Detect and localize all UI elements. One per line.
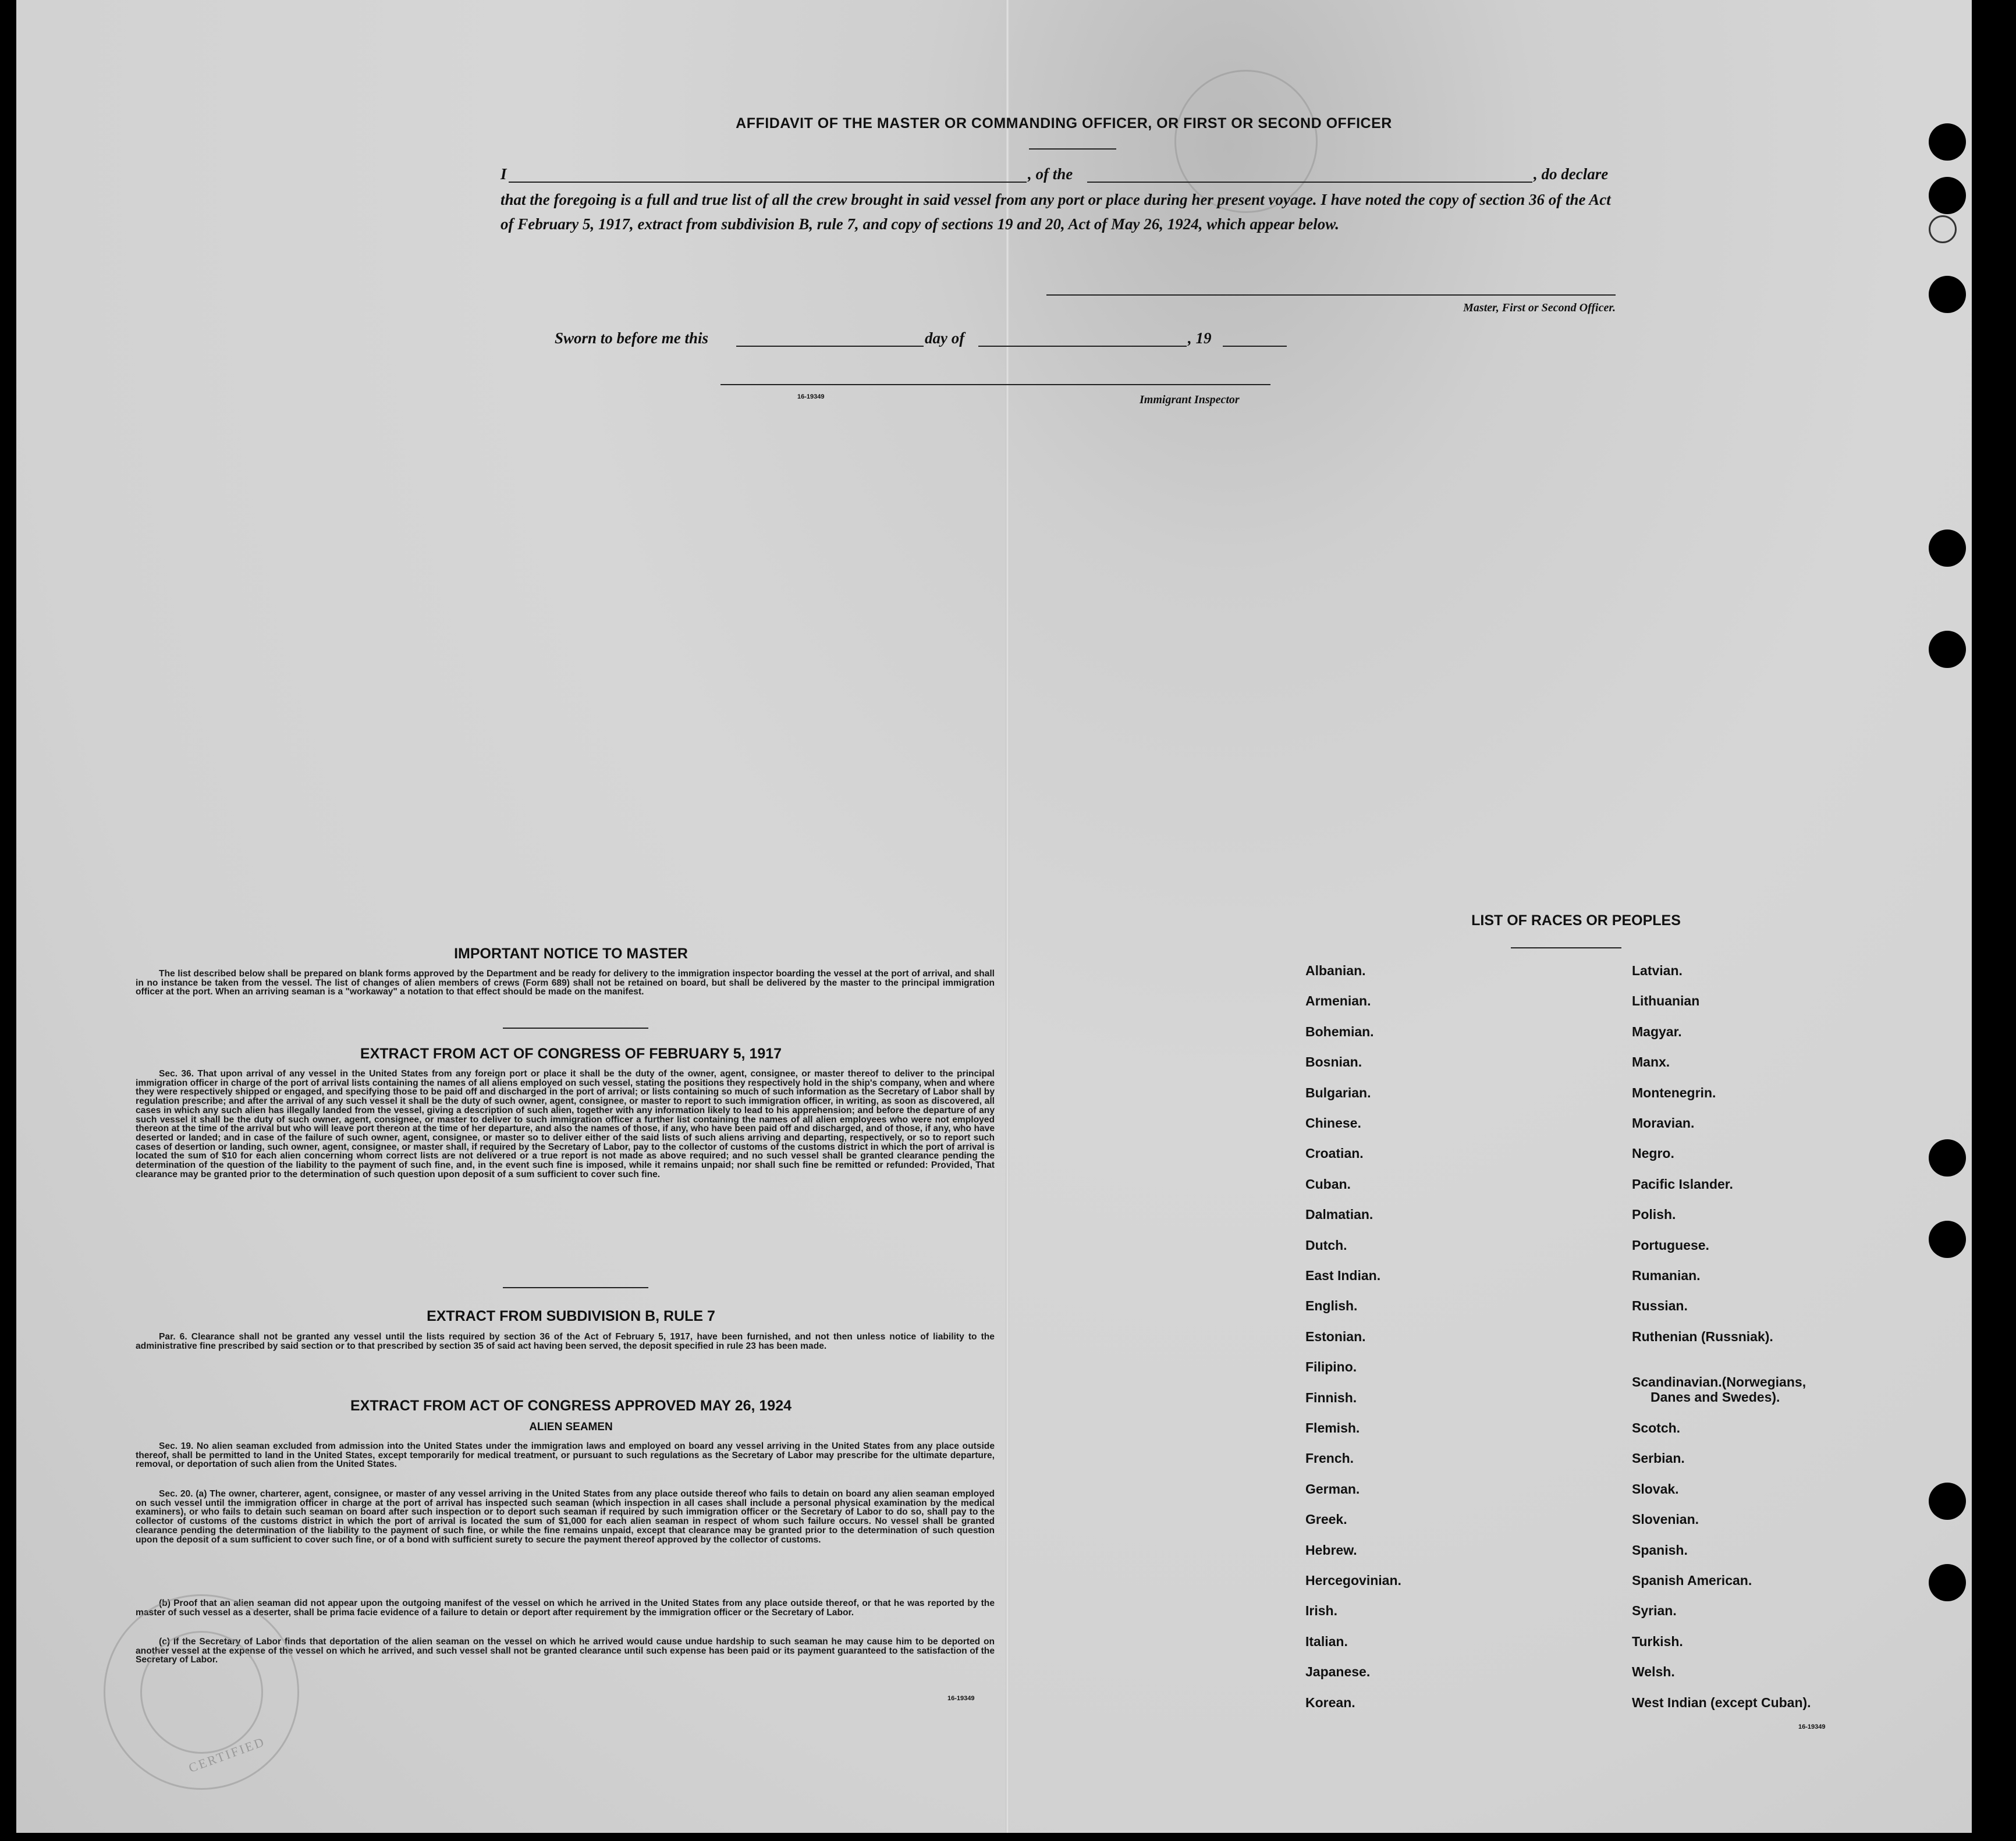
sworn-year-blank[interactable] [1223,327,1287,347]
embossed-seal-bottom [104,1594,299,1790]
binder-hole [1929,1139,1966,1177]
races-title: LIST OF RACES OR PEOPLES [1471,912,1681,929]
extract-1924-subtitle: ALIEN SEAMEN [529,1421,613,1433]
race-item: Dutch. [1305,1238,1347,1253]
extract-1924-sec20b: (b) Proof that an alien seaman did not appear upon the outgoing manifest of the vessel on which he arrived in the United States from any place outside thereof, or that he was reported by the master of such vessel as a deserter, shall be prima facie evidence of a failure to detain or deport after requirement by the immigration officer or the Secretary of Labor. [136,1598,995,1618]
name-blank[interactable] [509,163,1027,183]
binder-hole [1929,529,1966,567]
race-item: Slovak. [1632,1481,1679,1497]
race-item: Portuguese. [1632,1238,1709,1253]
extract-1917-rule [503,1287,648,1288]
race-item: Armenian. [1305,993,1371,1008]
affidavit-do-declare: , do declare [1534,165,1609,183]
notice-rule [503,1028,648,1029]
race-item: Turkish. [1632,1634,1683,1649]
race-item: Polish. [1632,1207,1676,1222]
sworn-month-blank[interactable] [978,327,1187,347]
race-item: Danes and Swedes). [1651,1389,1780,1405]
race-item: French. [1305,1451,1354,1466]
sworn-label: Sworn to before me this [555,329,709,347]
race-item: Slovenian. [1632,1512,1699,1527]
extract-rule7-body: Par. 6. Clearance shall not be granted any vessel until the lists required by section 36 of the Act of February 5, 1917, have been furnished, and not then unless notice of liability to the administrative fine prescribed by said section or to that prescribed by section 35 of said act having been served, the deposit specified in rule 23 has been made. [136,1332,995,1351]
binder-hole [1929,631,1966,668]
binder-hole [1929,1564,1966,1601]
race-item: Negro. [1632,1146,1674,1161]
affidavit-title: AFFIDAVIT OF THE MASTER OR COMMANDING OFFICER, OR FIRST OR SECOND OFFICER [736,115,1392,132]
center-fold [1006,0,1009,1833]
extract-form-number: 16-19349 [947,1695,975,1702]
race-item: Hebrew. [1305,1543,1357,1558]
binder-hole [1929,1221,1966,1258]
race-item: Japanese. [1305,1664,1371,1679]
extract-1924-sec19: Sec. 19. No alien seaman excluded from admission into the United States under the immigration laws and employed on board any vessel arriving in the United States from any place outside thereof, shall be permitted to land in the United States, except temporarily for medical treatment, or pursuant to such regulations as the Secretary of Labor may prescribe for the ultimate departure, removal, or deportation of such alien from the United States. [136,1441,995,1470]
race-item: Montenegrin. [1632,1085,1716,1100]
binder-hole [1929,177,1966,214]
race-item: Irish. [1305,1603,1337,1618]
master-signature-caption: Master, First or Second Officer. [1463,301,1616,314]
race-item: Bohemian. [1305,1024,1374,1039]
binder-hole-partial [1929,215,1957,243]
extract-1917-body: Sec. 36. That upon arrival of any vessel in the United States from any foreign port or place it shall be the duty of the owner, agent, consignee, or master thereof to deliver to the principal immigration officer in charge of the port of arrival lists containing the names of all aliens employed on such vessel, stating the positions they respectively hold in the ship's company, when and where they were respectively shipped or engaged, and specifying those to be paid off and discharged in the port of arrival; or lists containing so much of such information as the Secretary of Labor shall by regulation prescribe; and after the arrival of any such vessel it shall be the duty of such owner, agent, consignee, or master to report to such immigration officer, in writing, as soon as discovered, all cases in which any such alien has illegally landed from the vessel, giving a description of such alien, together with any information likely to lead to his apprehension; and before the departure of any such vessel it shall be the duty of such owner, agent, consignee, or master to deliver to such immigration officer a further list containing the names of all alien employees who were not employed thereon at the time of the arrival but who will leave port thereon at the time of her departure, and also the names of those, if any, who have been paid off and discharged, and of those, if any, who have deserted or landed; and in case of the failure of such owner, agent, consignee, or master so to deliver either of the said lists of such aliens arriving and departing, respectively, or so to report such cases of desertion or landing, such owner, agent, consignee, or master shall, if required by the Secretary of Labor, pay to the collector of customs of the customs district in which the port of arrival is located the sum of $10 for each alien concerning whom correct lists are not delivered or a true report is not made as above required; and no such vessel shall be granted clearance pending the determination of the question of the liability to the payment of such fine, and, in the event such fine is imposed, while it remains unpaid; nor shall such fine be remitted or refunded: Provided, That clearance may be granted prior to the determination of such question upon deposit of a sum sufficient to cover such fine. [136,1069,995,1179]
race-item: German. [1305,1481,1360,1497]
extract-1924-sec20c: (c) If the Secretary of Labor finds that deportation of the alien seaman on the vessel on which he arrived would cause undue hardship to such seaman he may cause him to be deported on another vessel at the expense of the vessel on which he arrived, and such vessel shall not be granted clearance until such expense has been paid or its payment guaranteed to the satisfaction of the Secretary of Labor. [136,1637,995,1665]
race-item: Syrian. [1632,1603,1677,1618]
extract-1917-title: EXTRACT FROM ACT OF CONGRESS OF FEBRUARY 5, 1917 [360,1046,782,1062]
race-item: Cuban. [1305,1177,1351,1192]
affidavit-declaration-line [501,162,1630,187]
affidavit-title-rule [1029,148,1116,150]
race-item: Filipino. [1305,1359,1357,1374]
race-item: Scotch. [1632,1420,1681,1435]
seal-text: CERTIFIED [186,1734,268,1775]
binder-hole [1929,1483,1966,1520]
race-item: Albanian. [1305,963,1366,978]
race-item: Flemish. [1305,1420,1360,1435]
sworn-line [555,326,1288,351]
race-item: Italian. [1305,1634,1348,1649]
race-item: Bosnian. [1305,1054,1362,1069]
affidavit-form-number: 16-19349 [797,393,825,400]
extract-rule7-title: EXTRACT FROM SUBDIVISION B, RULE 7 [427,1308,715,1324]
notice-title: IMPORTANT NOTICE TO MASTER [454,946,688,962]
race-item: Moravian. [1632,1115,1695,1131]
binder-hole [1929,123,1966,161]
race-item: Chinese. [1305,1115,1361,1131]
extract-1924-sec20a: Sec. 20. (a) The owner, charterer, agent, consignee, or master of any vessel arriving in the United States from any place outside thereof who fails to detain on board any alien seaman employed on such vessel until the immigration officer in charge at the port of arrival has inspected such seaman (which inspection in all cases shall include a personal physical examination by the medical examiners), or who fails to detain such seaman on board after such inspection or to deport such seaman if required by such immigration officer or the Secretary of Labor to do so, shall pay to the collector of customs of the customs district in which the port of arrival is located the sum of $1,000 for each alien seaman in respect of whom such failure occurs. No vessel shall be granted clearance pending the determination of the liability to the payment of such fine, or while the fine remains unpaid, except that clearance may be granted prior to the determination of such question upon the deposit of a sum sufficient to cover such fine, or of a bond with sufficient surety to secure the payment thereof approved by the collector of customs. [136,1489,995,1545]
race-item: Ruthenian (Russniak). [1632,1329,1773,1344]
race-item: Serbian. [1632,1451,1685,1466]
sworn-day-blank[interactable] [736,327,924,347]
race-item: Croatian. [1305,1146,1364,1161]
year-prefix: , 19 [1188,329,1212,347]
race-item: Bulgarian. [1305,1085,1371,1100]
affidavit-of-the: , of the [1028,165,1073,183]
race-item: Lithuanian [1632,993,1700,1008]
inspector-signature-line[interactable] [720,384,1270,385]
race-item: Scandinavian.(Norwegians, [1632,1374,1806,1389]
affidavit-body: that the foregoing is a full and true list of all the crew brought in said vessel from any port or place during her present voyage. I have noted the copy of section 36 of the Act of February 5, 1917, extract from subdivision B, rule 7, and copy of sections 19 and 20, Act of May 26, 1924, which appear below. [501,191,1611,233]
notice-body: The list described below shall be prepared on blank forms approved by the Department and be ready for delivery to the immigration inspector boarding the vessel at the port of arrival, and shall in no instance be taken from the vessel. The list of changes of alien members of crews (Form 689) shall not be retained on board, but shall be delivered by the master to the principal immigration officer at the port. When an arriving seaman is a "workaway" a notation to that effect should be made on the manifest. [136,969,995,997]
races-title-rule [1511,947,1621,948]
race-item: Magyar. [1632,1024,1682,1039]
race-item: English. [1305,1298,1358,1313]
master-signature-line[interactable] [1046,294,1616,296]
vessel-blank[interactable] [1087,163,1532,183]
extract-1924-title: EXTRACT FROM ACT OF CONGRESS APPROVED MAY 26, 1924 [350,1398,792,1414]
race-item: Hercegovinian. [1305,1573,1401,1588]
affidavit-i-label: I [501,165,507,183]
day-of-label: day of [925,329,965,347]
binder-hole [1929,276,1966,313]
race-item: Korean. [1305,1695,1355,1710]
race-item: Welsh. [1632,1664,1675,1679]
race-item: Latvian. [1632,963,1683,978]
race-item: Pacific Islander. [1632,1177,1733,1192]
races-form-number: 16-19349 [1798,1723,1826,1730]
race-item: Russian. [1632,1298,1688,1313]
race-item: Finnish. [1305,1390,1357,1405]
race-item: Spanish. [1632,1543,1688,1558]
race-item: East Indian. [1305,1268,1381,1283]
race-item: Manx. [1632,1054,1670,1069]
race-item: Greek. [1305,1512,1347,1527]
race-item: Spanish American. [1632,1573,1752,1588]
race-item: Dalmatian. [1305,1207,1373,1222]
race-item: West Indian (except Cuban). [1632,1695,1811,1710]
document-page [16,0,1972,1833]
race-item: Rumanian. [1632,1268,1701,1283]
inspector-caption: Immigrant Inspector [1140,393,1240,406]
embossed-seal-inner [140,1631,263,1754]
race-item: Estonian. [1305,1329,1366,1344]
